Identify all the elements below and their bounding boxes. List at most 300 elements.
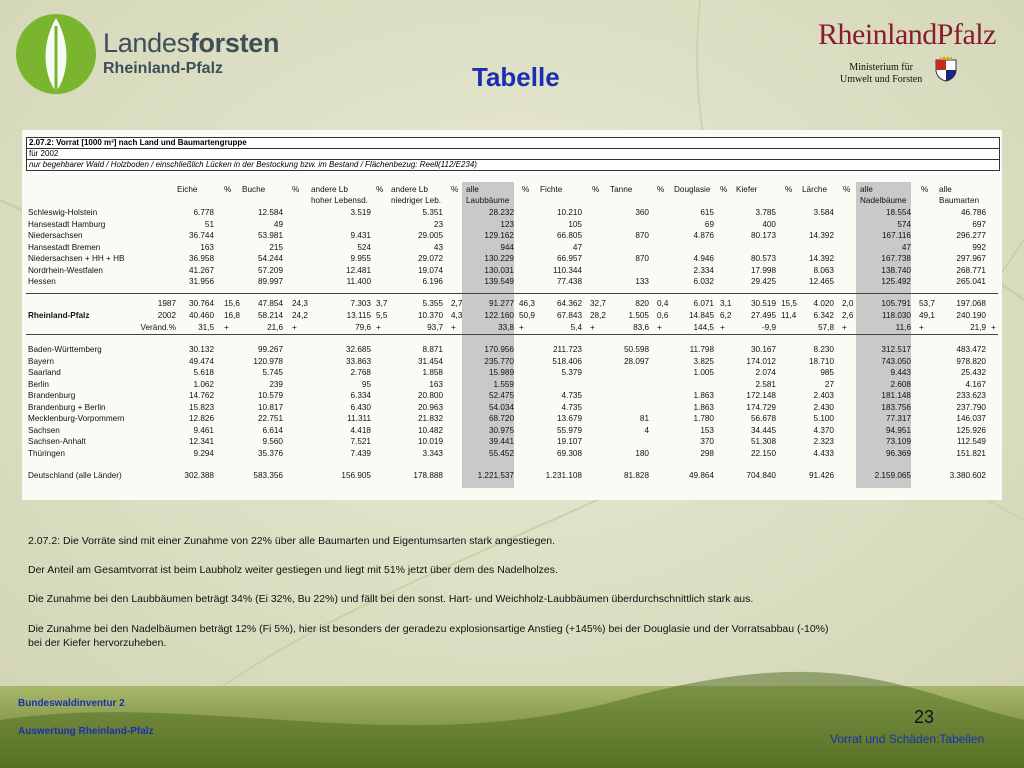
percent-cell: 6,2: [720, 311, 732, 320]
table-cell: 17.998: [750, 265, 776, 275]
row-label: Hansestadt Hamburg: [28, 219, 106, 229]
row-label: Hessen: [28, 277, 56, 286]
table-cell: 820: [635, 299, 649, 308]
percent-cell: 5,5: [376, 311, 388, 320]
table-cell: 4.876: [693, 231, 714, 240]
percent-cell: +: [376, 323, 381, 332]
table-cell: 181.148: [881, 391, 911, 400]
table-cell: 35.376: [257, 448, 283, 458]
table-cell: 33.863: [345, 356, 371, 366]
table-cell: 6.614: [262, 425, 283, 435]
table-cell: 49.474: [188, 356, 214, 366]
table-cell: 130.229: [484, 254, 514, 263]
percent-cell: 49,1: [919, 311, 935, 320]
table-cell: 20.963: [417, 402, 443, 412]
table-cell: 174.729: [746, 402, 776, 412]
table-cell: 5.745: [262, 368, 283, 377]
row-label: Sachsen: [28, 425, 60, 435]
column-header: alle: [860, 185, 873, 194]
table-cell: 50.598: [623, 345, 649, 354]
row-label: Sachsen-Anhalt: [28, 437, 86, 446]
percent-cell: +: [720, 323, 725, 332]
table-cell: 64.362: [556, 299, 582, 308]
table-separator: [26, 334, 998, 335]
table-cell: 18.554: [885, 208, 911, 217]
table-cell: 46.786: [960, 208, 986, 217]
table-cell: 57,8: [818, 323, 834, 332]
footer-section-label: Vorrat und Schäden:Tabellen: [830, 732, 985, 746]
table-cell: 13.679: [556, 414, 582, 423]
table-cell: 6.071: [693, 299, 714, 308]
table-cell: 1.863: [693, 402, 714, 412]
table-cell: 4.020: [813, 299, 834, 308]
table-cell: 518.406: [552, 356, 582, 366]
table-cell: 56.678: [750, 414, 776, 423]
table-cell: 239: [269, 379, 283, 389]
table-cell: 167.116: [882, 231, 911, 240]
table-cell: 29.425: [750, 277, 776, 286]
table-scope-note: nur begehbarer Wald / Holzboden / einschließlich Lücken in der Bestockung bzw. im Bestand / Flächenbezug: Reell(112/E234): [29, 160, 477, 169]
table-cell: 14.392: [808, 254, 834, 263]
table-cell: 47.854: [257, 299, 283, 308]
table-cell: 12.341: [188, 437, 214, 446]
percent-cell: 24,3: [292, 299, 308, 308]
state-crest-icon: [934, 56, 958, 82]
table-cell: 52.475: [488, 391, 514, 400]
table-cell: 41.267: [188, 265, 214, 275]
logo-subtitle: Rheinland-Pfalz: [103, 60, 224, 77]
table-cell: 172.148: [746, 391, 776, 400]
table-cell: 118.030: [882, 311, 911, 320]
column-header: Fichte: [540, 185, 563, 194]
table-cell: 1.863: [693, 391, 714, 400]
table-cell: 47: [901, 242, 911, 252]
table-cell: 312.517: [881, 345, 911, 354]
table-cell: 8.063: [813, 265, 834, 275]
percent-cell: 28,2: [590, 311, 606, 320]
table-cell: 1.780: [693, 414, 714, 423]
percent-cell: 2,0: [842, 299, 854, 308]
column-header: alle: [466, 185, 479, 194]
column-header: Douglasie: [674, 185, 711, 194]
table-cell: 8.871: [422, 345, 443, 354]
percent-cell: 16,8: [224, 311, 240, 320]
summary-paragraph-2: Der Anteil am Gesamtvorrat ist beim Laubholz weiter gestiegen und liegt mit 51% jetzt über dem des Nadelholzes.: [28, 564, 558, 576]
table-cell: 2.581: [755, 379, 776, 389]
table-cell: 211.723: [553, 345, 582, 354]
table-cell: 10.482: [417, 425, 443, 435]
table-cell: -9,9: [761, 323, 776, 332]
column-header: %: [785, 185, 793, 194]
column-header: %: [224, 185, 232, 194]
table-cell: 9.560: [262, 437, 283, 446]
table-cell: 36.958: [188, 254, 214, 263]
table-cell: 36.744: [188, 231, 214, 240]
table-cell: 122.160: [484, 311, 514, 320]
percent-cell: +: [919, 323, 924, 332]
table-cell: 30.132: [188, 345, 214, 354]
table-cell: 69: [704, 219, 714, 229]
table-cell: 93,7: [427, 323, 443, 332]
table-cell: 19.107: [556, 437, 582, 446]
row-label: Schleswig-Holstein: [28, 208, 98, 217]
row-label: Berlin: [28, 379, 49, 389]
table-cell: 10.579: [257, 391, 283, 400]
summary-paragraph-3: Die Zunahme bei den Laubbäumen beträgt 34% (Ei 32%, Bu 22%) und fällt bei den sonst. Hart- und Weichholz-Laubbäumen überdurchschnittlich stark aus.: [28, 593, 754, 605]
table-cell: 1.005: [693, 368, 714, 377]
table-cell: 10.019: [417, 437, 443, 446]
table-cell: 110.344: [553, 265, 582, 275]
table-cell: 11,6: [895, 323, 911, 332]
table-cell: 9.443: [890, 368, 911, 377]
column-header: Lärche: [802, 185, 828, 194]
table-cell: 39.441: [488, 437, 514, 446]
table-cell: 4.418: [350, 425, 371, 435]
column-header: %: [720, 185, 728, 194]
table-cell: 12.584: [257, 208, 283, 217]
percent-cell: 3,7: [376, 299, 388, 308]
table-cell: 18.710: [808, 356, 834, 366]
table-cell: 29.005: [417, 231, 443, 240]
table-cell: 483.472: [956, 345, 986, 354]
table-cell: 583.356: [253, 471, 283, 480]
table-cell: 268.771: [956, 265, 986, 275]
table-cell: 8.230: [813, 345, 834, 354]
table-cell: 33,8: [498, 323, 514, 332]
page-number: 23: [914, 707, 935, 727]
row-label-total: Deutschland (alle Länder): [28, 471, 122, 480]
summary-paragraph-4-cont: bei der Kiefer hervorzuheben.: [28, 637, 167, 649]
table-cell: 6.196: [422, 277, 443, 286]
table-cell: 2.334: [693, 265, 714, 275]
table-cell: 66.805: [556, 231, 582, 240]
table-cell: 6.778: [193, 208, 214, 217]
row-sub-label: Veränd.%: [140, 323, 176, 332]
table-cell: 144,5: [693, 323, 714, 332]
percent-cell: 4,3: [451, 311, 463, 320]
table-cell: 4.946: [693, 254, 714, 263]
column-header: %: [592, 185, 600, 194]
table-cell: 57.209: [257, 265, 283, 275]
table-cell: 31.956: [188, 277, 214, 286]
table-cell: 30.975: [488, 425, 514, 435]
table-cell: 12.826: [188, 414, 214, 423]
table-cell: 7.303: [350, 299, 371, 308]
table-cell: 146.037: [956, 414, 986, 423]
row-label: Bayern: [28, 356, 54, 366]
table-cell: 31.454: [417, 356, 443, 366]
table-cell: 34.445: [750, 425, 776, 435]
table-cell: 49.864: [688, 471, 714, 480]
table-cell: 5,4: [570, 323, 582, 332]
table-cell: 5.351: [422, 208, 443, 217]
table-cell: 1.062: [193, 379, 214, 389]
table-cell: 123: [500, 219, 514, 229]
table-cell: 1.858: [422, 368, 443, 377]
table-cell: 58.214: [257, 311, 283, 320]
table-cell: 2.430: [813, 402, 834, 412]
table-cell: 6.342: [813, 311, 834, 320]
summary-paragraph-4: Die Zunahme bei den Nadelbäumen beträgt 12% (Fi 5%), hier ist besonders der geradezu explosionsartige Anstieg (+145%) bei der Douglasie und der Vorratsabbau (-10%): [28, 623, 829, 635]
table-cell: 27.495: [750, 311, 776, 320]
percent-cell: 0,4: [657, 299, 669, 308]
table-cell: 4.167: [965, 379, 986, 389]
table-cell: 55.979: [556, 425, 582, 435]
table-cell: 9.431: [350, 231, 371, 240]
table-cell: 10.817: [257, 402, 283, 412]
table-cell: 12.481: [345, 265, 371, 275]
table-cell: 11.798: [689, 345, 714, 354]
table-cell: 125.926: [956, 425, 986, 435]
table-cell: 1.231.108: [545, 471, 582, 480]
table-cell: 105.791: [881, 299, 911, 308]
table-cell: 240.190: [956, 311, 986, 320]
table-cell: 992: [972, 242, 986, 252]
table-cell: 30.764: [188, 299, 214, 308]
row-label: Thüringen: [28, 448, 65, 458]
table-cell: 3.785: [755, 208, 776, 217]
column-header: Buche: [242, 185, 266, 194]
table-cell: 21.832: [417, 414, 443, 423]
table-cell: 2.608: [890, 379, 911, 389]
table-cell: 2.403: [813, 391, 834, 400]
percent-cell: 32,7: [590, 299, 606, 308]
table-cell: 524: [357, 242, 371, 252]
percent-cell: 53,7: [919, 299, 935, 308]
table-cell: 4.735: [561, 402, 582, 412]
row-label: Niedersachsen: [28, 231, 83, 240]
table-cell: 68.720: [488, 414, 514, 423]
percent-cell: 50,9: [519, 311, 535, 320]
percent-cell: +: [451, 323, 456, 332]
column-header: %: [522, 185, 530, 194]
table-cell: 3.825: [693, 356, 714, 366]
column-header: Eiche: [177, 185, 198, 194]
page-title: Tabelle: [472, 62, 560, 92]
table-cell: 28.232: [488, 208, 514, 217]
column-header: %: [657, 185, 665, 194]
table-cell: 574: [897, 219, 911, 229]
table-cell: 91.426: [808, 471, 834, 480]
table-cell: 15.989: [488, 368, 514, 377]
table-cell: 19.074: [417, 265, 443, 275]
table-cell: 7.521: [350, 437, 371, 446]
table-cell: 15.823: [188, 402, 214, 412]
table-cell: 178.888: [413, 471, 443, 480]
table-cell: 6.032: [693, 277, 714, 286]
table-cell: 6.430: [350, 402, 371, 412]
percent-cell: 2,6: [842, 311, 854, 320]
table-cell: 297.967: [956, 254, 986, 263]
table-cell: 29.072: [417, 254, 443, 263]
table-cell: 31,5: [198, 323, 214, 332]
table-cell: 27: [824, 379, 834, 389]
table-cell: 215: [269, 242, 283, 252]
table-cell: 9.461: [193, 425, 214, 435]
table-cell: 163: [200, 242, 214, 252]
table-cell: 4.370: [813, 425, 834, 435]
table-cell: 170.956: [484, 345, 514, 354]
table-cell: 1.221.537: [477, 471, 514, 480]
table-cell: 153: [700, 425, 714, 435]
logo-wordmark: Landesforsten: [103, 28, 280, 58]
table-cell: 139.549: [484, 277, 514, 286]
table-cell: 79,6: [355, 323, 371, 332]
row-label-rheinland-pfalz: Rheinland-Pfalz: [28, 311, 90, 320]
column-header: %: [451, 185, 459, 194]
table-cell: 3.343: [422, 448, 443, 458]
percent-cell: 15,6: [224, 299, 240, 308]
table-cell: 81.828: [623, 471, 649, 480]
row-label: Niedersachsen + HH + HB: [28, 254, 125, 263]
table-cell: 233.623: [956, 391, 986, 400]
column-header: andere Lb: [391, 185, 428, 194]
table-cell: 10.370: [417, 311, 443, 320]
summary-paragraph-1: 2.07.2: Die Vorräte sind mit einer Zunahme von 22% über alle Baumarten und Eigentumsarten stark angestiegen.: [28, 535, 556, 547]
column-header: %: [292, 185, 300, 194]
percent-cell: 46,3: [519, 299, 535, 308]
table-cell: 91.277: [488, 299, 514, 308]
table-cell: 11.311: [347, 414, 371, 423]
table-meta-box: [26, 137, 1000, 171]
table-cell: 22.150: [750, 448, 776, 458]
percent-cell: 3,1: [720, 299, 732, 308]
column-header: Baumarten: [939, 196, 980, 205]
table-cell: 21,6: [267, 323, 283, 332]
table-cell: 130.031: [484, 265, 514, 275]
table-cell: 743.050: [881, 356, 911, 366]
percent-cell: 11,4: [781, 311, 797, 320]
table-cell: 20.800: [417, 391, 443, 400]
column-header: %: [376, 185, 384, 194]
table-cell: 167.738: [881, 254, 911, 263]
percent-cell: +: [991, 323, 996, 332]
table-cell: 697: [972, 219, 986, 229]
table-title: 2.07.2: Vorrat [1000 m³] nach Land und Baumartengruppe: [27, 138, 999, 149]
table-cell: 156.905: [341, 471, 371, 480]
percent-cell: +: [224, 323, 229, 332]
table-cell: 870: [635, 254, 649, 263]
table-cell: 298: [700, 448, 714, 458]
table-cell: 54.244: [257, 254, 283, 263]
percent-cell: 2,7: [451, 299, 463, 308]
column-header: alle: [939, 185, 952, 194]
column-header: %: [843, 185, 851, 194]
table-cell: 80.573: [750, 254, 776, 263]
table-cell: 9.955: [350, 254, 371, 263]
table-cell: 81: [639, 414, 649, 423]
column-header: Laubbäume: [466, 196, 510, 205]
table-cell: 4.433: [813, 448, 834, 458]
table-cell: 67.843: [556, 311, 582, 320]
table-cell: 944: [500, 242, 514, 252]
table-cell: 615: [700, 208, 714, 217]
table-cell: 28.097: [623, 356, 649, 366]
state-wordmark: RheinlandPfalz: [818, 18, 996, 51]
row-label: Mecklenburg-Vorpommern: [28, 414, 125, 423]
table-cell: 47: [572, 242, 582, 252]
table-cell: 978.820: [956, 356, 986, 366]
table-cell: 370: [700, 437, 714, 446]
column-header: andere Lb: [311, 185, 348, 194]
row-sub-label: 2002: [157, 311, 176, 320]
table-cell: 4: [644, 425, 649, 435]
row-label: Nordrhein-Westfalen: [28, 265, 103, 275]
percent-cell: 0,6: [657, 311, 669, 320]
table-cell: 3.584: [813, 208, 834, 217]
table-cell: 10.210: [556, 208, 582, 217]
table-cell: 125.492: [881, 277, 911, 286]
table-cell: 870: [635, 231, 649, 240]
table-cell: 296.277: [956, 231, 986, 240]
table-cell: 96.369: [885, 448, 911, 458]
table-cell: 43: [433, 242, 443, 252]
row-sub-label: 1987: [157, 299, 176, 308]
table-cell: 5.355: [422, 299, 443, 308]
column-header: Kiefer: [736, 185, 758, 194]
table-cell: 14.392: [808, 231, 834, 240]
table-cell: 66.957: [556, 254, 582, 263]
table-cell: 163: [429, 379, 443, 389]
table-cell: 23: [433, 219, 443, 229]
table-cell: 4.735: [561, 391, 582, 400]
table-cell: 40.460: [188, 311, 214, 320]
percent-cell: +: [842, 323, 847, 332]
table-year: für 2002: [27, 149, 999, 160]
table-cell: 51.308: [750, 437, 776, 446]
table-cell: 13.115: [346, 311, 371, 320]
ministry-label: Ministerium für Umwelt und Forsten: [840, 62, 923, 85]
table-cell: 197.068: [956, 299, 986, 308]
table-cell: 2.323: [813, 437, 834, 446]
table-cell: 5.100: [813, 414, 834, 423]
table-cell: 22.751: [257, 414, 283, 423]
table-cell: 5.379: [561, 368, 582, 377]
table-cell: 105: [568, 219, 582, 229]
column-header: niedriger Leb.: [391, 196, 442, 205]
table-cell: 54.034: [488, 402, 514, 412]
table-cell: 183.756: [881, 402, 911, 412]
table-cell: 704.840: [746, 471, 776, 480]
row-label: Saarland: [28, 368, 61, 377]
table-cell: 30.167: [750, 345, 776, 354]
table-cell: 133: [635, 277, 649, 286]
table-cell: 5.618: [193, 368, 214, 377]
table-separator: [26, 293, 998, 294]
table-cell: 985: [820, 368, 834, 377]
percent-cell: 24,2: [292, 311, 308, 320]
table-cell: 14.762: [188, 391, 214, 400]
row-label: Baden-Württemberg: [28, 345, 102, 354]
table-cell: 235.770: [484, 356, 514, 366]
table-cell: 94.951: [885, 425, 911, 435]
table-cell: 95: [361, 379, 371, 389]
table-cell: 14.845: [688, 311, 714, 320]
column-header: Tanne: [610, 185, 633, 194]
table-cell: 12.465: [808, 277, 834, 286]
column-header: Nadelbäume: [860, 196, 907, 205]
table-cell: 174.012: [746, 356, 776, 366]
table-cell: 32.685: [345, 345, 371, 354]
table-cell: 73.109: [885, 437, 911, 446]
table-cell: 25.432: [960, 368, 986, 377]
table-cell: 112.549: [957, 437, 986, 446]
table-cell: 69.308: [556, 448, 582, 458]
percent-cell: +: [292, 323, 297, 332]
table-cell: 400: [762, 219, 776, 229]
table-cell: 3.519: [350, 208, 371, 217]
table-cell: 53.981: [257, 231, 283, 240]
